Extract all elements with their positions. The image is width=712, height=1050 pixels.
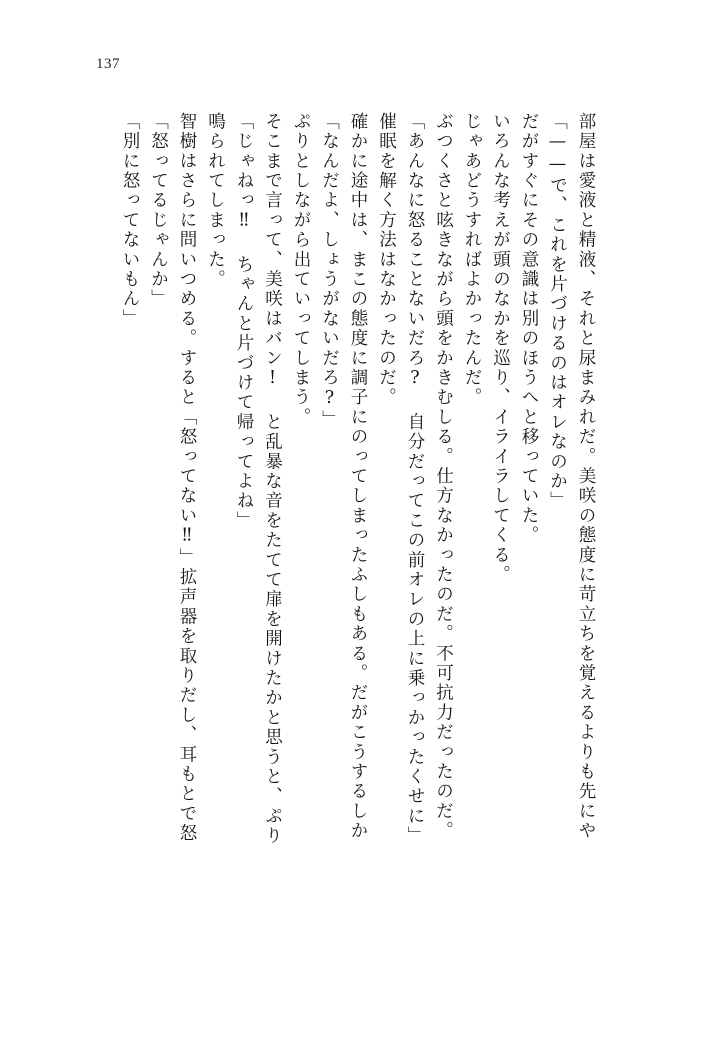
text-column: 「あんなに怒ることないだろ? 自分だってこの前オレの上に乗っかったくせに」 [405, 112, 425, 846]
text-column: 確かに途中は、まこの態度に調子にのってしまったふしもある。だがこうするしか [348, 112, 368, 841]
text-column: じゃあどうすればよかったんだ。 [462, 112, 482, 408]
text-column: 催眠を解く方法はなかったのだ。 [376, 112, 397, 408]
text-column: 「じゃねっ‼ ちゃんと片づけて帰ってよね」 [234, 112, 254, 531]
text-column: 「——で、これを片づけるのはオレなのか」 [547, 112, 568, 511]
vertical-text-body [110, 112, 595, 972]
text-column: だがすぐにその意識は別のほうへと移っていた。 [519, 112, 539, 546]
text-column: 智樹はさらに問いつめる。すると「怒ってない‼」拡声器を取りだし、耳もとで怒 [177, 112, 197, 844]
text-column: ぶつくさと呟きながら頭をかきむしる。仕方なかったのだ。不可抗力だったのだ。 [433, 112, 454, 841]
text-column: ぷりとしながら出ていってしまう。 [291, 112, 311, 428]
text-column: いろんな考えが頭のなかを巡り、イライラしてくる。 [490, 112, 511, 585]
text-column: そこまで言って、美咲はバン! と乱暴な音をたてて扉を開けたかと思うと、ぷり [262, 112, 283, 846]
text-column: 「怒ってるじゃんか」 [148, 112, 169, 309]
text-column: 「別に怒ってないもん」 [120, 112, 140, 329]
text-column: 部屋は愛液と精液、それと尿まみれだ。美咲の態度に苛立ちを覚えるよりも先にや [576, 112, 596, 841]
text-column: 鳴られてしまった。 [205, 112, 226, 290]
text-column: 「なんだよ、しょうがないだろ?」 [319, 112, 340, 430]
page-number: 137 [96, 56, 120, 72]
